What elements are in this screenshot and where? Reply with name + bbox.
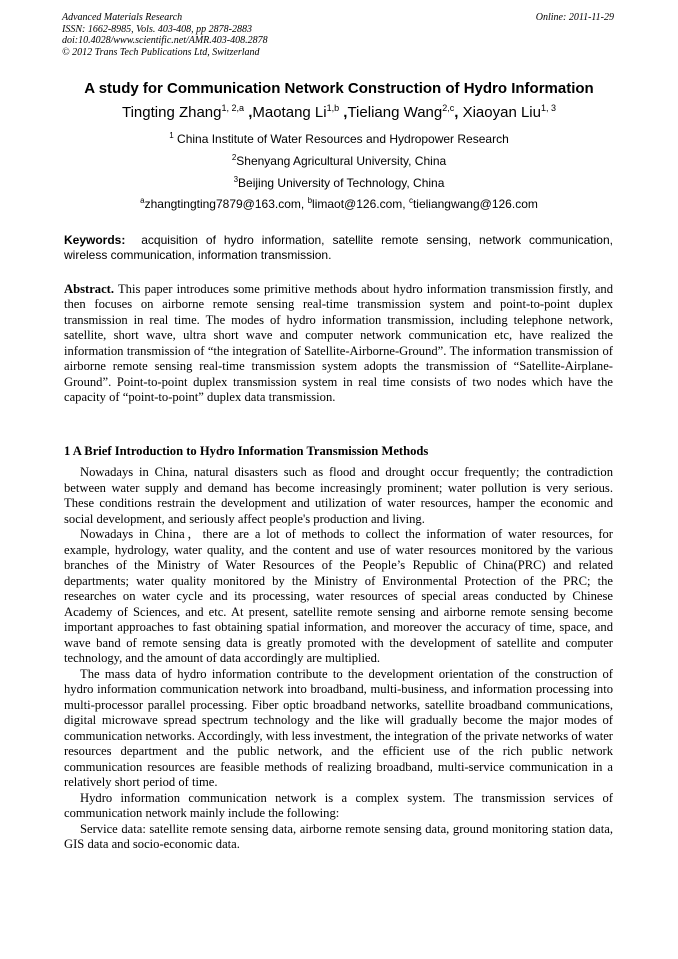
online-date: Online: 2011-11-29 — [535, 12, 614, 23]
doi-line: doi:10.4028/www.scientific.net/AMR.403-408.2878 — [62, 35, 268, 46]
author-list: Tingting Zhang$^{1, 2,a}$ ,Maotang Li$^{1,b}$ ,Tieliang Wang$^{2,c}$, Xiaoyan Liu$^{1, 3}$ — [121, 103, 557, 121]
paragraph: Nowadays in China, natural disasters such as flood and drought occur frequently; the contradiction between water supply and demand has become increasingly prominent; water pollution is very serious. These conditions restrain the development and utilization of water resources, hamper the economic and social development, and seriously affect people's production and living. — [64, 465, 613, 526]
body-text — [64, 465, 613, 853]
journal-header — [62, 12, 268, 58]
paper-title: A study for Communication Network Construction of Hydro Information — [84, 80, 594, 97]
author-name: Maotang Li — [252, 104, 327, 121]
author-name: Tieliang Wang — [347, 104, 443, 121]
author-sup: 1,b — [326, 103, 340, 113]
copyright-line: © 2012 Trans Tech Publications Ltd, Switzerland — [62, 46, 260, 58]
keywords — [64, 233, 613, 262]
issn-line: ISSN: 1662-8985, Vols. 403-408, pp 2878-2883 — [62, 23, 252, 35]
affiliation-1: $^1$ China Institute of Water Resources and Hydropower Research — [169, 131, 509, 146]
paragraph: Hydro information communication network is a complex system. The transmission services of communication network mainly include the following: — [64, 790, 613, 820]
author-sup: 1, 3 — [541, 103, 557, 113]
keywords-label: Keywords: — [64, 233, 126, 247]
email-line: $^a$zhangtingting7879@163.com, $^b$limaot@126.com, $^c$tieliangwang@126.com — [140, 196, 538, 211]
author-sup: 1, 2,a — [221, 103, 245, 113]
email-c[interactable]: tieliangwang@126.com — [412, 197, 538, 211]
paragraph: The mass data of hydro information contribute to the development orientation of the construction of hydro information communication network into broadband, multi-business, and information processing into multi-processor parallel processing. Fiber optic broadband networks, satellite broadband communications, digital microwave spread spectrum technology and the like will gradually become the major modes of communication networks. Accordingly, with less investment, the integration of the private networks of water resources department and the public network, and the efficient use of the rich public network communication resources are feasible methods of realizing broadband, multi-service communication in a relatively short period of time. — [64, 666, 613, 789]
section-heading: 1 A Brief Introduction to Hydro Information Transmission Methods — [64, 444, 429, 458]
keywords-text: acquisition of hydro information, satellite remote sensing, network communication, wireless communication, information transmission. — [64, 233, 613, 262]
abstract — [64, 282, 613, 406]
email-b[interactable]: limaot@126.com, — [312, 197, 406, 211]
affiliation-3: $^3$Beijing University of Technology, China — [233, 175, 445, 190]
affiliation-2: $^2$Shenyang Agricultural University, China — [231, 153, 447, 168]
author-name: Xiaoyan Liu — [462, 104, 541, 121]
abstract-label: Abstract. — [64, 282, 115, 296]
journal-name: Advanced Materials Research — [62, 12, 183, 23]
author-sup: 2,c — [442, 103, 455, 113]
paragraph: Nowadays in China，there are a lot of methods to collect the information of water resources, for example, hydrology, water quality, and the content and use of water resources monitored by the various branches of the Ministry of Water Resources of the People’s Republic of China(PRC) and related departments; water quality monitored by the Ministry of Environmental Protection of the PRC; the researches on water cycle and its processing, water resources of special areas conducted by Chinese Academy of Sciences, and etc. At present, satellite remote sensing and airborne remote sensing become important approaches to fast obtaining spatial information, and moreover the accuracy of time, space, and wave band of remote sensing data is greatly promoted with the development of satellite and computer technology, and the amount of data accordingly are multiplied. — [64, 527, 613, 665]
abstract-text: This paper introduces some primitive methods about hydro information transmission firstly, and then focuses on airborne remote sensing real-time transmission system and point-to-point duplex transmission in real time. The modes of hydro information transmission, including telephone network, satellite, short wave, ultra short wave and computer network communication etc, have realized the information transmission of “the integration of Satellite-Airborne-Ground”. The information transmission of airborne remote sensing real-time transmission system adopts the transmission of “Satellite-Airplane-Ground”. Point-to-point duplex transmission system in real time consists of two nodes which have the capacity of “point-to-point” duplex data transmission. — [64, 282, 614, 405]
author-name: Tingting Zhang — [121, 104, 222, 121]
email-a[interactable]: zhangtingting7879@163.com, — [144, 197, 305, 211]
paragraph: Service data: satellite remote sensing data, airborne remote sensing data, ground monitoring station data, GIS data and socio-economic data. — [64, 821, 613, 851]
